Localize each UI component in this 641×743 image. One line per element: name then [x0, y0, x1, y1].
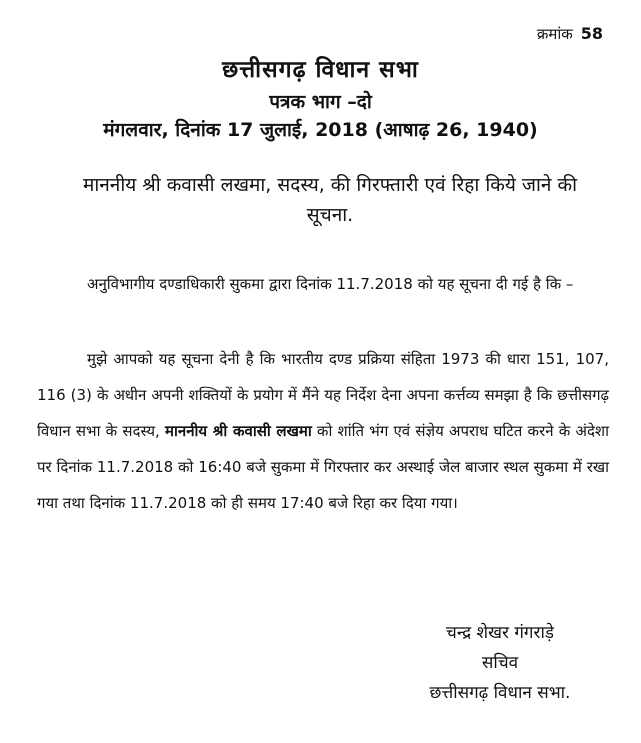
serial-number [537, 24, 603, 44]
paragraph-notice-end: को शांति भंग एवं संज्ञेय अपराध घटित करने के अंदेशा पर दिनांक 11.7.2018 को 16:40 बजे सुकमा में गिरफ्तार कर अस्थाई जेल बाजार स्थल सुकमा में रखा गया तथा दिनांक 11.7.2018 को ही समय 17:40 बजे रिहा कर दिया गया। [37, 422, 609, 512]
serial-label: क्रमांक [536, 25, 573, 43]
signatory-name: चन्द्र शेखर गंगराड़े [446, 623, 554, 643]
serial-value: 58 [580, 24, 603, 43]
paragraph-intro-text: अनुविभागीय दण्डाधिकारी सुकमा द्वारा दिनांक 11.7.2018 को यह सूचना दी गई है कि – [87, 275, 574, 293]
member-name: माननीय श्री कवासी लखमा [165, 422, 312, 440]
document-part: पत्रक भाग –दो [269, 91, 372, 113]
signatory-office: छत्तीसगढ़ विधान सभा. [429, 683, 571, 703]
document-date: मंगलवार, दिनांक 17 जुलाई, 2018 (आषाढ़ 26, 1940) [103, 119, 538, 141]
signature-block [380, 618, 620, 708]
subject-heading: माननीय श्री कवासी लखमा, सदस्य, की गिरफ्तारी एवं रिहा किये जाने की सूचना. [82, 174, 578, 226]
paragraph-intro [37, 266, 609, 302]
document-title: छत्तीसगढ़ विधान सभा [222, 57, 419, 83]
paragraph-notice [37, 341, 609, 521]
paragraph-notice-start: मुझे आपको यह सूचना देनी है कि भारतीय दण्ड प्रक्रिया संहिता 1973 की धारा 151, 107, 116 (3) के अधीन अपनी शक्तियों के प्रयोग में मैंने यह निर्देश देना अपना कर्त्तव्य समझा है कि छत्तीसगढ़ विधान सभा के सदस्य, [37, 350, 609, 440]
signatory-designation: सचिव [481, 653, 519, 673]
